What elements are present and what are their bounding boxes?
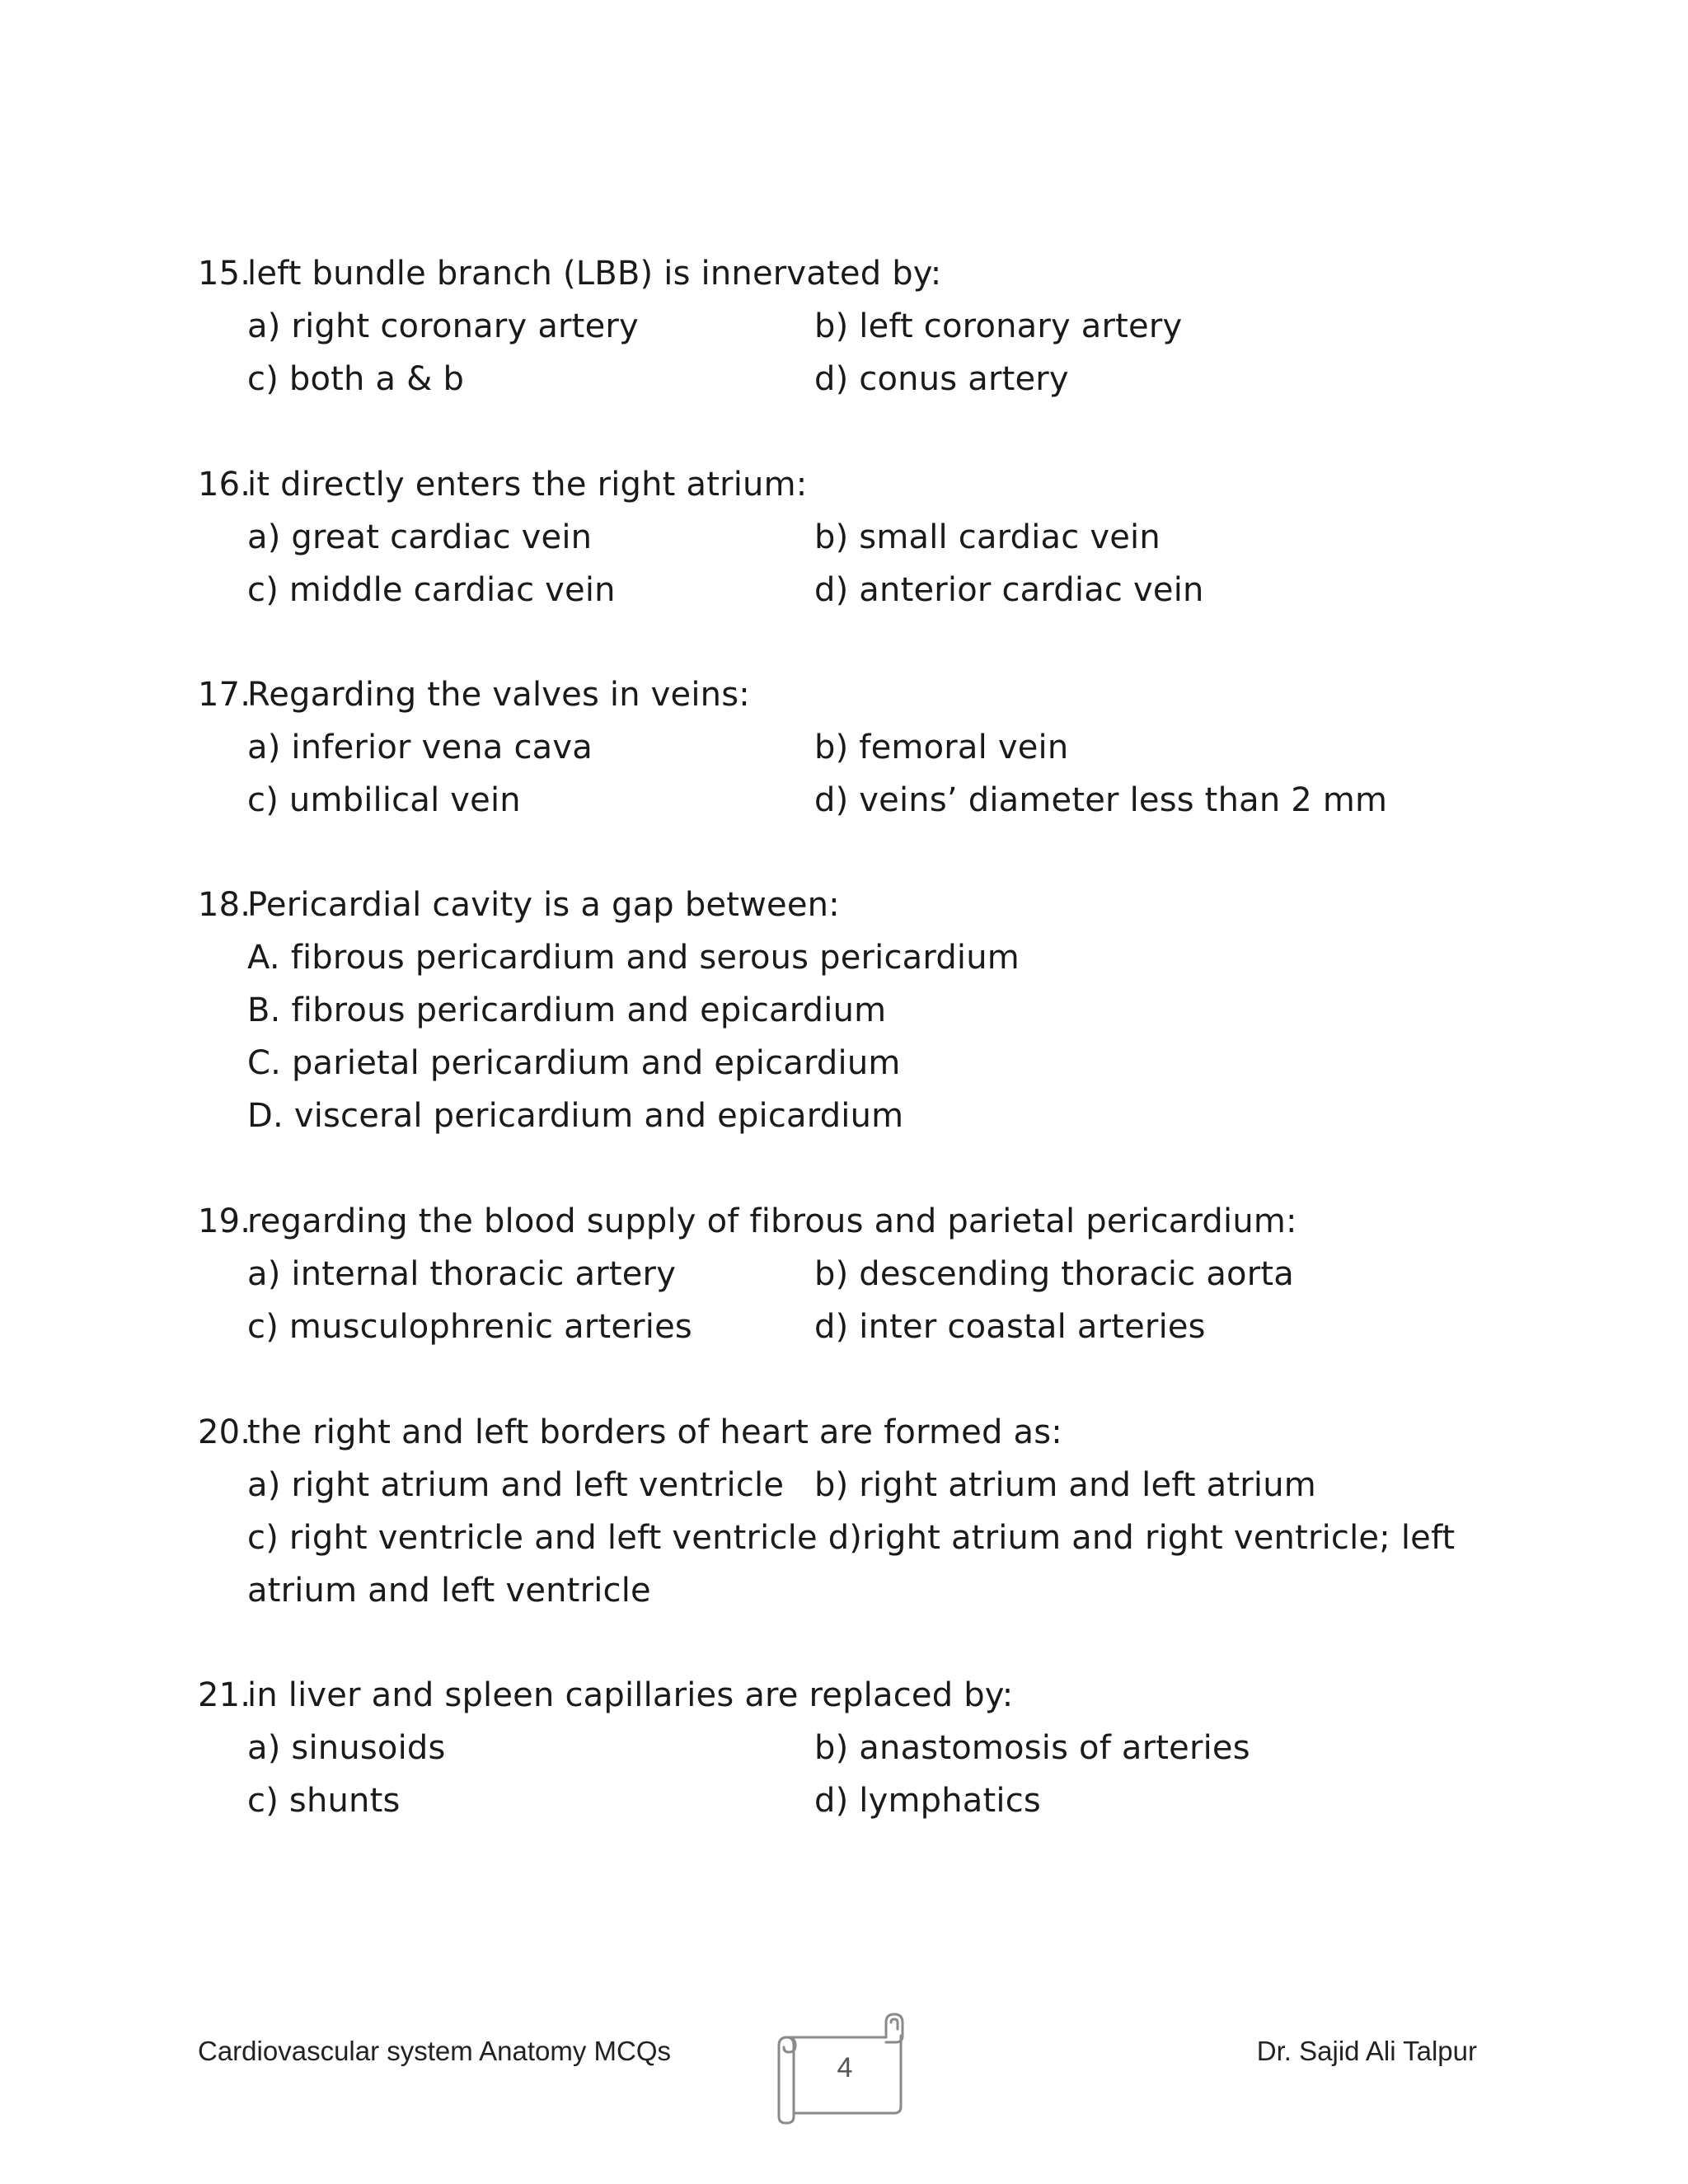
option-row xyxy=(198,353,1500,405)
question-number: 16. xyxy=(198,466,251,504)
option-a: a) right coronary artery xyxy=(247,307,639,345)
option-b: b) right atrium and left atrium xyxy=(814,1466,1316,1504)
question-15 xyxy=(198,247,1500,405)
option-d: D. visceral pericardium and epicardium xyxy=(247,1097,904,1135)
footer-title: Cardiovascular system Anatomy MCQs xyxy=(198,2036,672,2066)
question-stem xyxy=(198,1195,1500,1248)
option-d: d) anterior cardiac vein xyxy=(814,571,1204,609)
option-row xyxy=(198,721,1500,774)
question-stem xyxy=(198,879,1500,931)
option-c: c) both a & b xyxy=(247,360,465,398)
option-d: d) inter coastal arteries xyxy=(814,1308,1206,1346)
question-18 xyxy=(198,879,1500,1142)
question-text: it directly enters the right atrium: xyxy=(247,466,808,504)
question-number: 19. xyxy=(198,1202,251,1240)
option-d: d) veins’ diameter less than 2 mm xyxy=(814,781,1388,819)
question-17 xyxy=(198,668,1500,827)
question-number: 20. xyxy=(198,1413,251,1451)
option-row xyxy=(198,564,1500,616)
option-a: a) right atrium and left ventricle xyxy=(247,1466,785,1504)
question-21 xyxy=(198,1669,1500,1827)
option-row xyxy=(198,300,1500,353)
question-text: in liver and spleen capillaries are replaced by: xyxy=(247,1676,1014,1714)
question-text: the right and left borders of heart are formed as: xyxy=(247,1413,1062,1451)
option-row xyxy=(198,511,1500,564)
option-a: a) internal thoracic artery xyxy=(247,1255,677,1293)
option-b: b) left coronary artery xyxy=(814,307,1183,345)
option-a: a) sinusoids xyxy=(247,1729,446,1767)
option-row xyxy=(198,1301,1500,1353)
question-20 xyxy=(198,1406,1500,1617)
option-row xyxy=(198,1248,1500,1301)
option-c: c) shunts xyxy=(247,1782,401,1820)
option-c: c) musculophrenic arteries xyxy=(247,1308,692,1346)
option-a: A. fibrous pericardium and serous pericardium xyxy=(247,939,1020,977)
option-row xyxy=(198,1459,1500,1511)
question-stem xyxy=(198,1669,1500,1722)
option-b: b) femoral vein xyxy=(814,729,1069,766)
question-text: Pericardial cavity is a gap between: xyxy=(247,886,840,924)
question-text: Regarding the valves in veins: xyxy=(247,676,750,714)
option-row xyxy=(198,1774,1500,1827)
question-16 xyxy=(198,458,1500,616)
question-stem xyxy=(198,1406,1500,1459)
question-text: left bundle branch (LBB) is innervated by: xyxy=(247,255,942,293)
page-number: 4 xyxy=(837,2052,853,2083)
option-c: c) middle cardiac vein xyxy=(247,571,616,609)
option-c: C. parietal pericardium and epicardium xyxy=(247,1044,901,1082)
option-c-d-wrapped: c) right ventricle and left ventricle d)right atrium and right ventricle; left atrium and left ventricle xyxy=(247,1519,1456,1610)
question-stem xyxy=(198,458,1500,511)
option-row xyxy=(198,774,1500,827)
option-b: b) descending thoracic aorta xyxy=(814,1255,1294,1293)
option-row xyxy=(198,1722,1500,1774)
option-d: d) lymphatics xyxy=(814,1782,1041,1820)
option-b: b) anastomosis of arteries xyxy=(814,1729,1250,1767)
question-number: 17. xyxy=(198,676,251,714)
question-number: 21. xyxy=(198,1676,251,1714)
question-19 xyxy=(198,1195,1500,1353)
question-stem xyxy=(198,247,1500,300)
question-text: regarding the blood supply of fibrous and parietal pericardium: xyxy=(247,1202,1297,1240)
option-b: B. fibrous pericardium and epicardium xyxy=(247,991,887,1029)
option-c: c) umbilical vein xyxy=(247,781,521,819)
question-stem xyxy=(198,668,1500,721)
option-a: a) inferior vena cava xyxy=(247,729,593,766)
option-a: a) great cardiac vein xyxy=(247,518,593,556)
question-number: 15. xyxy=(198,255,251,293)
option-b: b) small cardiac vein xyxy=(814,518,1160,556)
question-number: 18. xyxy=(198,886,251,924)
footer-author: Dr. Sajid Ali Talpur xyxy=(1256,2036,1477,2066)
option-d: d) conus artery xyxy=(814,360,1069,398)
